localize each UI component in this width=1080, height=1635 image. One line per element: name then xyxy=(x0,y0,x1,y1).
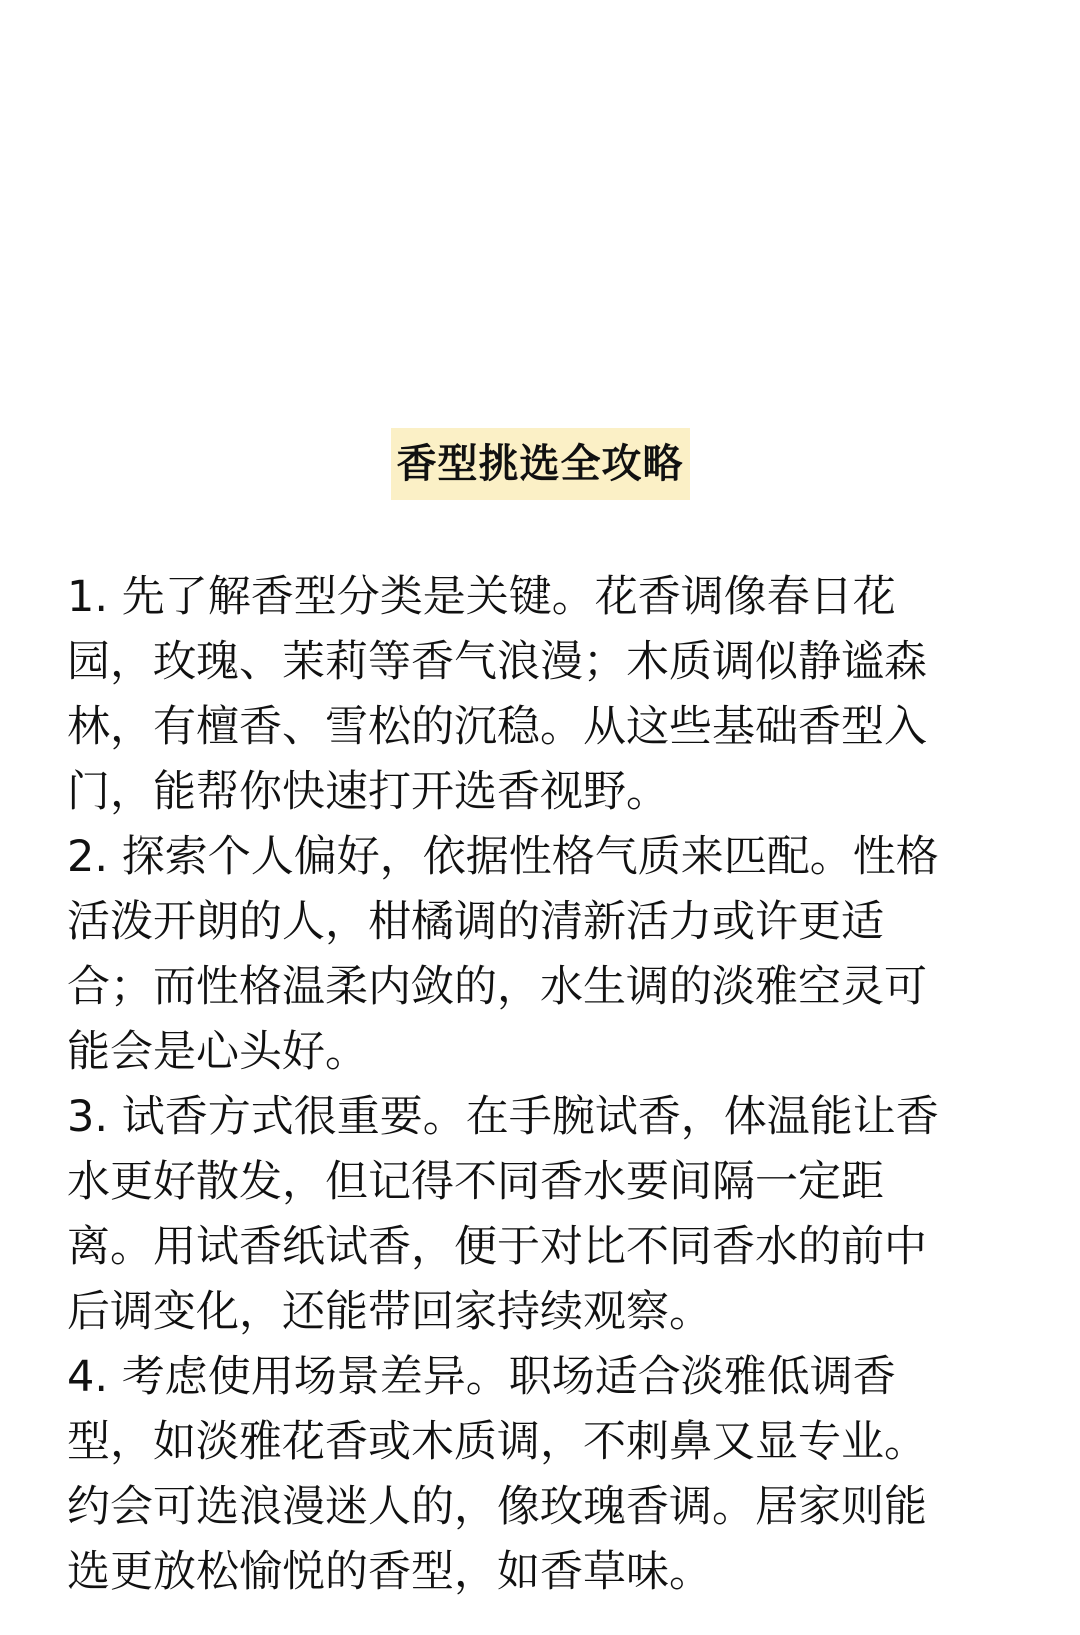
article-body xyxy=(67,565,1017,1605)
paragraph-3: 3. 试香方式很重要。在手腕试香，体温能让香 水更好散发，但记得不同香水要间隔一定距 离。用试香纸试香，便于对比不同香水的前中 后调变化，还能带回家持续观察。 xyxy=(67,1092,939,1337)
article-title: 香型挑选全攻略 xyxy=(391,428,690,500)
paragraph-1: 1. 先了解香型分类是关键。花香调像春日花 园，玫瑰、茉莉等香气浪漫；木质调似静谧森 林，有檀香、雪松的沉稳。从这些基础香型入 门，能帮你快速打开选香视野。 xyxy=(67,572,927,817)
paragraph-4: 4. 考虑使用场景差异。职场适合淡雅低调香 型，如淡雅花香或木质调，不刺鼻又显专业。 约会可选浪漫迷人的，像玫瑰香调。居家则能 选更放松愉悦的香型，如香草味。 xyxy=(67,1352,927,1597)
paragraph-2: 2. 探索个人偏好，依据性格气质来匹配。性格 活泼开朗的人，柑橘调的清新活力或许更适 合；而性格温柔内敛的，水生调的淡雅空灵可 能会是心头好。 xyxy=(67,832,939,1077)
title-container xyxy=(0,428,1080,500)
